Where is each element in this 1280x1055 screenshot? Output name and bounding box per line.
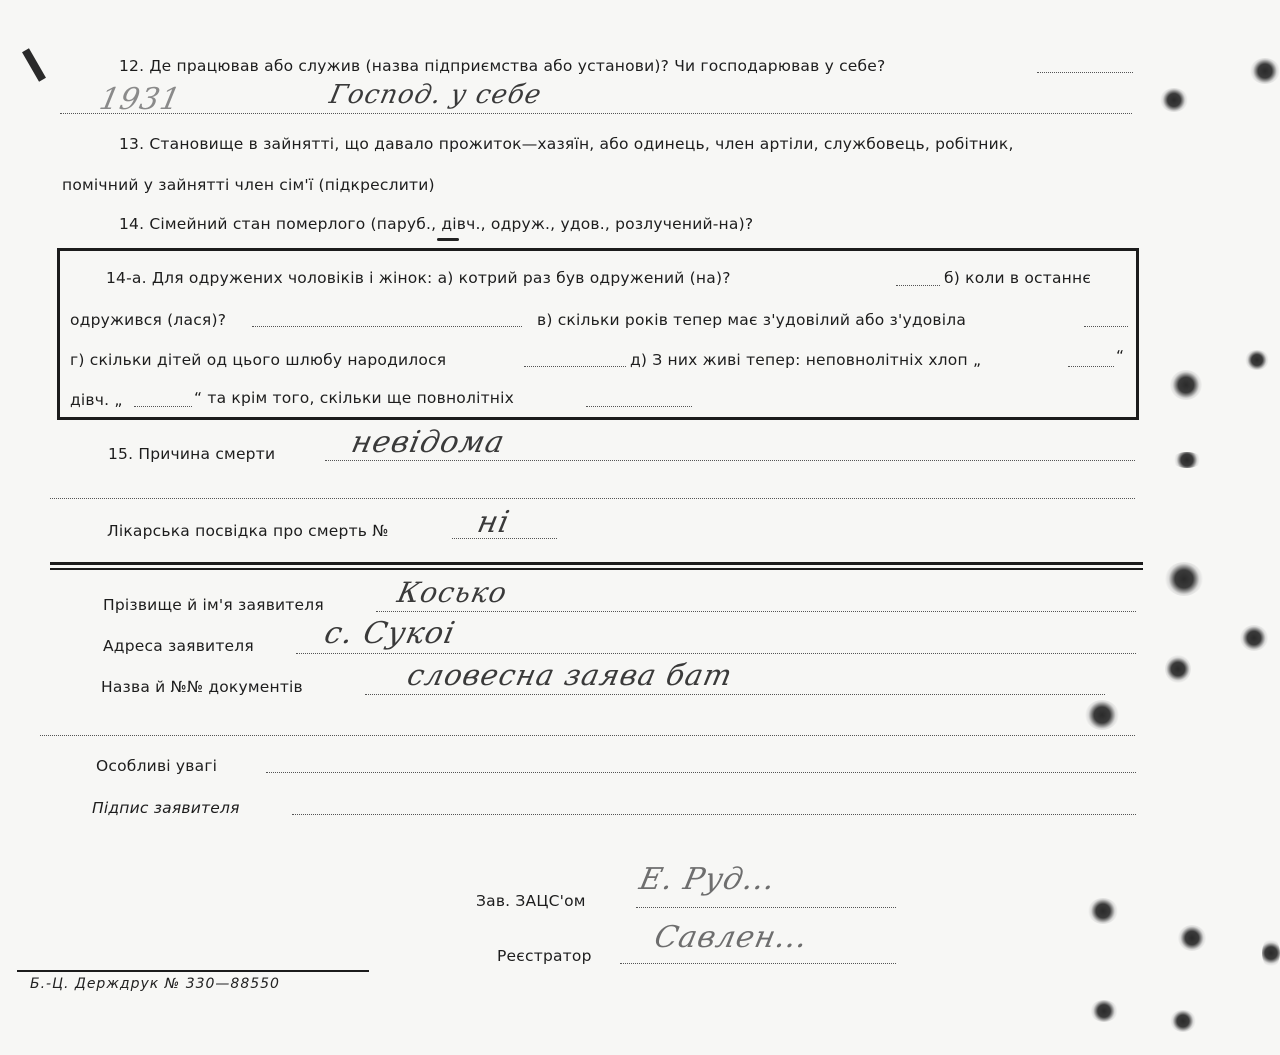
q14a-field-adults[interactable] (586, 406, 692, 407)
binding-hole (1160, 88, 1188, 112)
section-divider-top (50, 562, 1143, 565)
q14a-field-a[interactable] (896, 285, 940, 286)
q13-label-line1: 13. Становище в зайнятті, що давало прожиток—хазяїн, або одинець, член артіли, службовець, робітник, (119, 135, 1014, 153)
applicant-address-line (296, 653, 1136, 654)
notes-label: Особливі увагі (96, 757, 218, 775)
applicant-documents-label: Назва й №№ документів (101, 678, 303, 696)
q14-label: 14. Сімейний стан померлого (паруб., дівч., одруж., удов., розлучений-на)? (119, 215, 754, 233)
binding-hole (1090, 1000, 1118, 1022)
q14a-field-b[interactable] (252, 326, 522, 327)
head-zags-signature-line (636, 907, 896, 908)
corner-ink-mark (22, 48, 46, 81)
applicant-documents-line (365, 694, 1105, 695)
q14a-line1-a: 14-а. Для одружених чоловіків і жінок: а) котрий раз був одружений (на)? (106, 269, 731, 287)
q15-label: 15. Причина смерти (108, 445, 276, 463)
applicant-name-value[interactable]: Косько (394, 576, 511, 609)
q14a-line4-b: “ та крім того, скільки ще повнолітніх (194, 389, 515, 407)
applicant-documents-extra-line (40, 735, 1135, 736)
q14a-line3-c: “ (1116, 347, 1125, 365)
q15-answer-line (325, 460, 1135, 461)
applicant-address-value[interactable]: с. Сукоі (321, 616, 459, 651)
registrar-signature-line (620, 963, 896, 964)
binding-hole (1165, 562, 1203, 596)
q15-extra-line (50, 498, 1135, 499)
binding-hole (1245, 350, 1269, 370)
q14a-line1-b: б) коли в останнє (944, 269, 1092, 287)
q14a-field-v[interactable] (1084, 326, 1128, 327)
binding-hole (1240, 625, 1268, 651)
binding-hole (1165, 655, 1191, 683)
medical-certificate-line (452, 538, 557, 539)
binding-hole (1262, 938, 1280, 968)
q13-label-line2: помічний у зайнятті член сім'ї (підкреслити) (62, 176, 435, 194)
binding-hole (1178, 925, 1206, 951)
q12-dotted-line-tail (1037, 72, 1133, 73)
head-zags-label: Зав. ЗАЦС'ом (476, 892, 586, 910)
medical-certificate-label: Лікарська посвідка про смерть № (107, 522, 389, 540)
applicant-signature-label: Підпис заявителя (92, 799, 240, 817)
q14a-field-girls[interactable] (134, 406, 192, 407)
q14a-line2-b: в) скільки років тепер має з'удовілий або з'удовіла (537, 311, 967, 329)
applicant-documents-value[interactable]: словесна заява бат (404, 658, 736, 692)
binding-hole (1250, 58, 1280, 84)
applicant-name-label: Прізвище й ім'я заявителя (103, 596, 324, 614)
registrar-label: Реєстратор (497, 947, 592, 965)
medical-certificate-answer[interactable]: ні (474, 505, 514, 540)
binding-hole (1170, 1010, 1196, 1032)
binding-hole (1172, 452, 1202, 468)
applicant-name-line (376, 611, 1136, 612)
applicant-signature-line[interactable] (292, 814, 1136, 815)
q15-answer[interactable]: невідома (348, 425, 509, 460)
paruby-underline-mark (437, 238, 459, 241)
q12-answer[interactable]: Господ. у себе (326, 80, 545, 110)
footer-rule (17, 970, 369, 972)
q14a-field-boys[interactable] (1068, 366, 1114, 367)
q14a-line2-a: одружився (лася)? (70, 311, 227, 329)
notes-line[interactable] (266, 772, 1136, 773)
q12-label: 12. Де працював або служив (назва підприємства або установи)? Чи господарював у себе? (119, 57, 886, 75)
q12-answer-line (60, 113, 1132, 114)
printer-imprint: Б.-Ц. Держдрук № 330—88550 (30, 976, 280, 992)
q14a-line4-a: дівч. „ (70, 391, 123, 409)
applicant-address-label: Адреса заявителя (103, 637, 254, 655)
head-zags-signature[interactable]: Е. Руд... (636, 862, 779, 897)
q14a-line3-b: д) З них живі тепер: неповнолітніх хлоп „ (630, 351, 982, 369)
q12-margin-note: 1931 (96, 82, 185, 117)
binding-hole (1088, 898, 1118, 924)
binding-hole (1085, 700, 1119, 730)
registrar-signature[interactable]: Савлен... (651, 920, 812, 955)
q14a-field-g[interactable] (524, 366, 626, 367)
section-divider-bottom (50, 568, 1143, 570)
q14a-line3-a: г) скільки дітей од цього шлюбу народилося (70, 351, 447, 369)
binding-hole (1170, 370, 1202, 400)
